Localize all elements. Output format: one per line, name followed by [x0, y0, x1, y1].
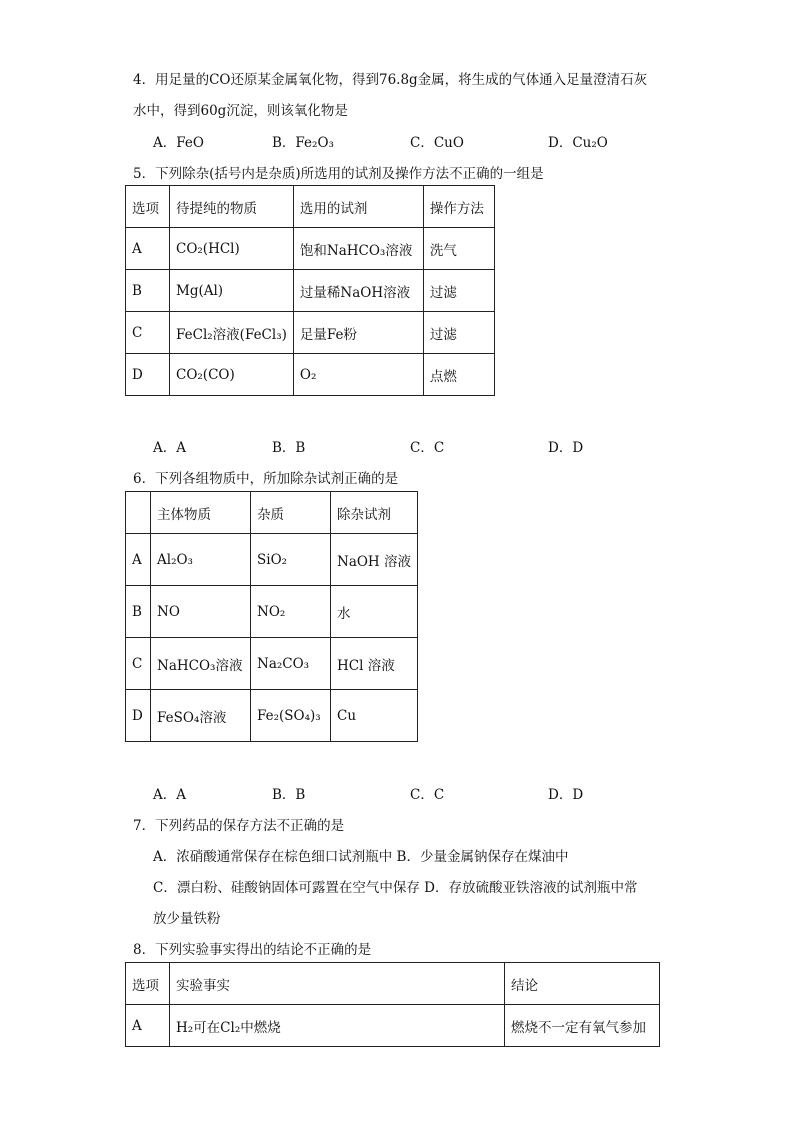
q6-cell: NO [151, 586, 251, 638]
q5-cell: 过量稀NaOH溶液 [293, 270, 423, 312]
q6-cell: C [126, 638, 151, 690]
table-row [126, 228, 495, 270]
q6-option-c[interactable]: C．C [410, 787, 445, 803]
q5-cell: O₂ [293, 354, 423, 396]
q5-stem: 5．下列除杂(括号内是杂质)所选用的试剂及操作方法不正确的一组是 [133, 166, 544, 182]
q8-header-cell: 实验事实 [170, 963, 505, 1005]
table-row [126, 354, 495, 396]
q6-cell: NaHCO₃溶液 [151, 638, 251, 690]
q5-cell: FeCl₂溶液(FeCl₃) [170, 312, 294, 354]
q5-table [125, 185, 495, 396]
q8-stem: 8．下列实验事实得出的结论不正确的是 [133, 942, 372, 958]
q5-cell: CO₂(HCl) [170, 228, 294, 270]
q6-header-cell: 除杂试剂 [331, 492, 418, 534]
q6-options [153, 783, 653, 803]
q7-options-line1[interactable]: A．浓硝酸通常保存在棕色细口试剂瓶中 B．少量金属钠保存在煤油中 [153, 849, 569, 865]
q6-cell: A [126, 534, 151, 586]
q6-option-a[interactable]: A．A [153, 787, 186, 803]
q5-option-a[interactable]: A．A [153, 440, 186, 456]
q6-header-row [126, 492, 418, 534]
q5-cell: CO₂(CO) [170, 354, 294, 396]
table-row [126, 586, 418, 638]
q6-cell: HCl 溶液 [331, 638, 418, 690]
q7-options-line3: 放少量铁粉 [153, 911, 221, 927]
q4-option-b[interactable]: B．Fe₂O₃ [272, 135, 334, 151]
q5-header-cell: 操作方法 [423, 186, 494, 228]
table-row [126, 690, 418, 742]
table-row [126, 1005, 660, 1047]
q5-header-row [126, 186, 495, 228]
q6-cell: Fe₂(SO₄)₃ [251, 690, 331, 742]
q4-stem-line1: 4．用足量的CO还原某金属氧化物，得到76.8g金属，将生成的气体通入足量澄清石灰 [133, 72, 648, 88]
q6-cell: Cu [331, 690, 418, 742]
q8-cell: A [126, 1005, 170, 1047]
q5-cell: D [126, 354, 170, 396]
q5-cell: 点燃 [423, 354, 494, 396]
q5-cell: B [126, 270, 170, 312]
q6-header-cell [126, 492, 151, 534]
q4-stem-line2: 水中，得到60g沉淀，则该氧化物是 [133, 103, 348, 119]
q4-options [153, 131, 653, 151]
table-row [126, 312, 495, 354]
q6-cell: NaOH 溶液 [331, 534, 418, 586]
q5-cell: 足量Fe粉 [293, 312, 423, 354]
q5-cell: Mg(Al) [170, 270, 294, 312]
q8-header-cell: 选项 [126, 963, 170, 1005]
q7-stem: 7．下列药品的保存方法不正确的是 [133, 818, 345, 834]
q5-cell: 洗气 [423, 228, 494, 270]
q5-cell: 过滤 [423, 270, 494, 312]
q6-cell: B [126, 586, 151, 638]
q4-option-c[interactable]: C．CuO [410, 135, 464, 151]
q4-option-a[interactable]: A．FeO [153, 135, 204, 151]
q8-cell: H₂可在Cl₂中燃烧 [170, 1005, 505, 1047]
q7-options-line2[interactable]: C．漂白粉、硅酸钠固体可露置在空气中保存 D．存放硫酸亚铁溶液的试剂瓶中常 [153, 880, 638, 896]
q5-cell: C [126, 312, 170, 354]
q4-option-d[interactable]: D．Cu₂O [548, 135, 608, 151]
q5-cell: 饱和NaHCO₃溶液 [293, 228, 423, 270]
q6-cell: 水 [331, 586, 418, 638]
q5-header-cell: 选项 [126, 186, 170, 228]
q6-cell: Al₂O₃ [151, 534, 251, 586]
q6-option-b[interactable]: B．B [272, 787, 306, 803]
q6-cell: SiO₂ [251, 534, 331, 586]
q6-stem: 6．下列各组物质中，所加除杂试剂正确的是 [133, 471, 399, 487]
q8-header-row [126, 963, 660, 1005]
q6-header-cell: 主体物质 [151, 492, 251, 534]
q6-cell: D [126, 690, 151, 742]
q8-header-cell: 结论 [505, 963, 660, 1005]
q5-option-d[interactable]: D．D [548, 440, 584, 456]
q6-header-cell: 杂质 [251, 492, 331, 534]
q5-cell: A [126, 228, 170, 270]
q5-cell: 过滤 [423, 312, 494, 354]
q6-table [125, 491, 418, 742]
table-row [126, 270, 495, 312]
q8-cell: 燃烧不一定有氧气参加 [505, 1005, 660, 1047]
q5-header-cell: 待提纯的物质 [170, 186, 294, 228]
q6-cell: FeSO₄溶液 [151, 690, 251, 742]
q5-option-b[interactable]: B．B [272, 440, 306, 456]
q6-cell: Na₂CO₃ [251, 638, 331, 690]
q5-header-cell: 选用的试剂 [293, 186, 423, 228]
table-row [126, 638, 418, 690]
q5-options [153, 436, 653, 456]
table-row [126, 534, 418, 586]
q8-table [125, 962, 660, 1047]
q5-option-c[interactable]: C．C [410, 440, 445, 456]
q6-option-d[interactable]: D．D [548, 787, 584, 803]
q6-cell: NO₂ [251, 586, 331, 638]
